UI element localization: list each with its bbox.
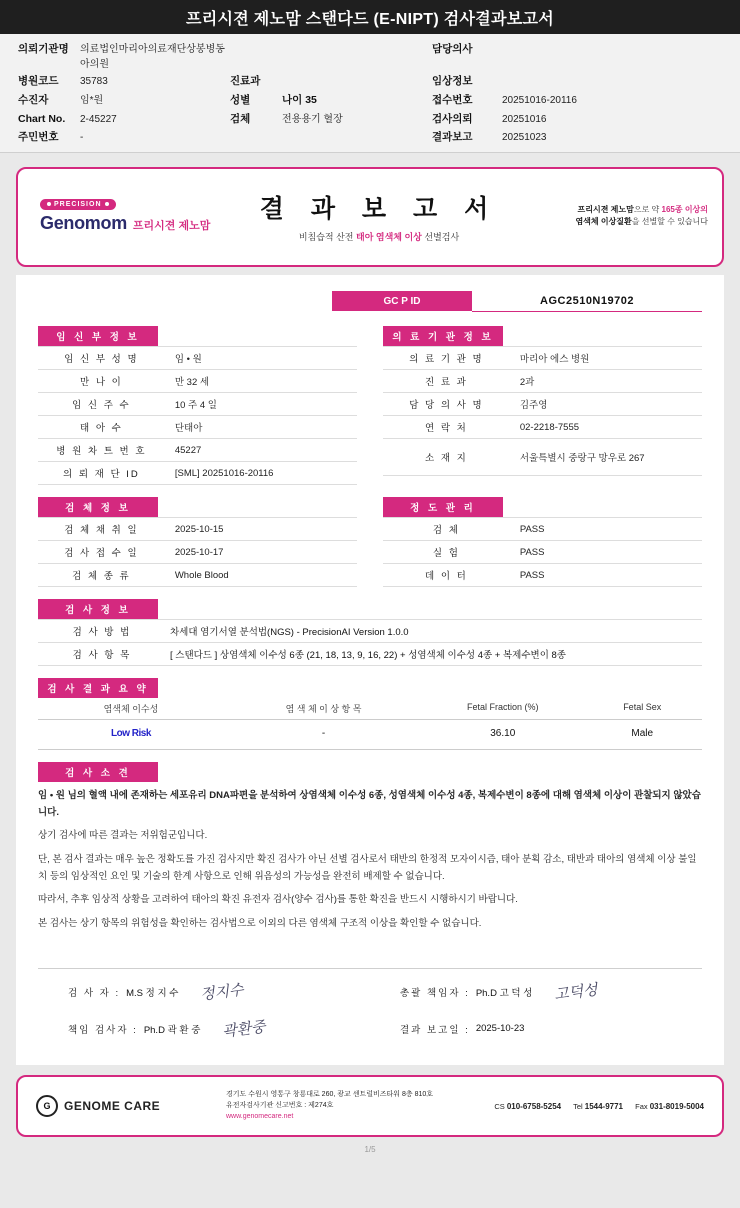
footer-url[interactable]: www.genomecare.net xyxy=(226,1112,294,1120)
row-value: 김주영 xyxy=(510,393,702,416)
table-row xyxy=(38,439,357,462)
examiner-label: 검 사 자 : xyxy=(68,987,121,999)
hdr-label-patient: 수진자 xyxy=(18,94,49,106)
opinion-section xyxy=(38,762,702,932)
row-value: 45227 xyxy=(165,439,357,462)
test-info-table xyxy=(38,619,702,666)
row-key: 임 신 주 수 xyxy=(38,393,165,416)
gcp-id-row xyxy=(38,291,702,312)
row-key: 검 체 xyxy=(383,518,510,541)
blurb-disease: 염색체 이상질환 xyxy=(575,217,632,226)
table-row xyxy=(383,518,702,541)
patient-header-grid xyxy=(18,40,722,144)
examiner-signature: 정지수 xyxy=(199,980,245,1004)
result-fetal-sex-value: Male xyxy=(631,728,654,739)
row-key: 연 락 처 xyxy=(383,416,510,439)
hdr-label-department: 진료과 xyxy=(230,75,261,87)
row-value: 2025-10-17 xyxy=(165,541,357,564)
hdr-label-doctor: 담당의사 xyxy=(432,43,473,55)
row-value: 차세대 염기서열 분석법(NGS) - PrecisionAI Version 1.0.0 xyxy=(166,620,702,643)
report-body-sheet xyxy=(16,275,724,1065)
hdr-label-receipt-no: 접수번호 xyxy=(432,94,473,106)
table-row xyxy=(38,541,357,564)
hdr-label-clinical-info: 임상정보 xyxy=(432,75,473,87)
examiner-value: M.S 정 지 수 xyxy=(126,987,179,999)
table-row xyxy=(38,416,357,439)
table-row xyxy=(38,564,357,587)
row-value: 마리아 에스 병원 xyxy=(510,347,702,370)
report-title-block xyxy=(240,189,518,243)
hdr-label-hospital-code: 병원코드 xyxy=(18,75,59,87)
gcp-id-label: GC P ID xyxy=(332,291,472,311)
report-subtitle xyxy=(240,230,518,243)
table-row xyxy=(38,620,702,643)
blurb-text-1: 으로 약 xyxy=(633,205,662,214)
row-key: 만 나 이 xyxy=(38,370,165,393)
hdr-value-institution: 의료법인마리아의료재단상봉병동아의원 xyxy=(80,44,225,70)
chief-signature: 곽환중 xyxy=(221,1017,267,1041)
row-value: 단태아 xyxy=(165,416,357,439)
qc-info-section xyxy=(383,497,702,587)
footer-card xyxy=(16,1075,724,1137)
footer-fax-value: 031-8019-5004 xyxy=(649,1101,704,1111)
page-number: 1/5 xyxy=(364,1145,376,1155)
table-row xyxy=(383,347,702,370)
hdr-value-receipt-no: 20251016-20116 xyxy=(502,95,577,106)
row-key: 검 사 접 수 일 xyxy=(38,541,165,564)
report-subtitle-pre: 비침습적 산전 xyxy=(298,232,356,242)
opinion-paragraph-4: 따라서, 추후 임상적 상황을 고려하여 태아의 확진 유전자 검사(양수 검사)를 통한 확진을 반드시 시행하시기 바랍니다. xyxy=(38,894,518,906)
row-key: 실 험 xyxy=(383,541,510,564)
hdr-label-chart-no: Chart No. xyxy=(18,113,66,125)
result-col-fetal-fraction: Fetal Fraction (%) xyxy=(467,702,539,712)
examiner-cell xyxy=(38,981,370,1002)
result-summary-section xyxy=(38,678,702,750)
result-summary-row xyxy=(38,720,702,750)
row-key: 검 체 종 류 xyxy=(38,564,165,587)
dot-icon-left xyxy=(47,202,51,206)
hdr-value-ssn: - xyxy=(80,132,84,143)
table-row xyxy=(38,462,357,485)
opinion-body xyxy=(38,788,702,932)
table-row xyxy=(38,370,357,393)
blurb-count: 165종 이상의 xyxy=(661,205,708,214)
table-row xyxy=(38,518,357,541)
specimen-info-section xyxy=(38,497,357,587)
opinion-paragraph-2: 상기 검사에 따른 결과는 저위험군입니다. xyxy=(38,830,208,842)
medical-info-section xyxy=(383,326,702,485)
signature-row-2 xyxy=(38,1018,702,1039)
genomom-logo-kr: 프리시젼 제노맘 xyxy=(132,219,211,232)
row-value: 02-2218-7555 xyxy=(510,416,702,439)
blurb-brand: 프리시젼 제노맘 xyxy=(577,205,634,214)
test-info-section xyxy=(38,599,702,666)
report-title: 결 과 보 고 서 xyxy=(259,195,499,223)
genomom-logo xyxy=(32,199,240,234)
opinion-paragraph-5: 본 검사는 상기 항목의 위험성을 확인하는 검사법으로 이외의 다른 염색체 구조적 이상을 확인할 수 없습니다. xyxy=(38,917,482,929)
row-value: 2과 xyxy=(510,370,702,393)
row-key: 임 신 부 성 명 xyxy=(38,347,165,370)
hdr-value-request-date: 20251016 xyxy=(502,114,547,125)
chief-cell xyxy=(38,1018,370,1039)
patient-header-block xyxy=(0,34,740,153)
row-value: PASS xyxy=(510,541,702,564)
report-subtitle-em: 태아 염색체 이상 xyxy=(356,232,422,242)
pregnant-info-table xyxy=(38,346,357,485)
row-value: Whole Blood xyxy=(165,564,357,587)
director-label: 총괄 책임자 : xyxy=(400,987,470,999)
table-row xyxy=(38,643,702,666)
table-row xyxy=(383,541,702,564)
footer-address-line2: 유전자검사기관 신고번호 : 제274호 xyxy=(226,1101,334,1109)
footer-address xyxy=(226,1090,454,1123)
table-row xyxy=(383,393,702,416)
footer-cs-value: 010-6758-5254 xyxy=(506,1101,562,1111)
row-key: 데 이 터 xyxy=(383,564,510,587)
row-value: 10 주 4 일 xyxy=(165,393,357,416)
row-value: 임 • 원 xyxy=(165,347,357,370)
table-row xyxy=(383,439,702,476)
row-value: 서울특별시 중랑구 망우로 267 xyxy=(510,439,702,476)
hdr-value-age: 나이 35 xyxy=(282,94,317,106)
signature-row-1 xyxy=(38,981,702,1002)
qc-info-table xyxy=(383,517,702,587)
medical-info-table xyxy=(383,346,702,476)
chief-label: 책임 검사자 : xyxy=(68,1024,138,1036)
row-key: 검 체 채 취 일 xyxy=(38,518,165,541)
genome-care-logo xyxy=(36,1095,226,1117)
result-risk-value: Low Risk xyxy=(111,728,151,739)
genomom-logo-en: Genomom xyxy=(40,212,127,233)
hdr-value-hospital-code: 35783 xyxy=(80,76,108,87)
result-col-fetal-sex: Fetal Sex xyxy=(623,702,662,712)
hdr-label-report-date: 결과보고 xyxy=(432,131,473,143)
row-key: 검 사 방 법 xyxy=(38,620,166,643)
footer-tel-label: Tel xyxy=(573,1101,583,1111)
report-date-label: 결과 보고일 : xyxy=(400,1024,470,1036)
specimen-info-title: 검 체 정 보 xyxy=(38,497,158,517)
pregnant-info-title: 임 신 부 정 보 xyxy=(38,326,158,346)
chief-value: Ph.D 곽 환 중 xyxy=(143,1024,201,1036)
precision-badge xyxy=(40,199,116,210)
hdr-label-sex: 성별 xyxy=(230,94,251,106)
qc-info-title: 정 도 관 리 xyxy=(383,497,503,517)
medical-info-title: 의 료 기 관 정 보 xyxy=(383,326,503,346)
report-date-value: 2025-10-23 xyxy=(475,1023,525,1035)
report-subtitle-post: 선별검사 xyxy=(421,232,460,242)
row-value: PASS xyxy=(510,518,702,541)
genome-care-mark-icon: G xyxy=(36,1095,58,1117)
director-cell xyxy=(370,981,702,1002)
table-row xyxy=(383,370,702,393)
result-abnormal-value: - xyxy=(321,728,326,739)
row-key: 의 뢰 재 단 ID xyxy=(38,462,165,485)
row-key: 진 료 과 xyxy=(383,370,510,393)
table-row xyxy=(383,416,702,439)
footer-cs-label: CS xyxy=(494,1101,505,1111)
page-title: 프리시젼 제노맘 스탠다드 (E-NIPT) 검사결과보고서 xyxy=(185,10,555,28)
specimen-info-table xyxy=(38,517,357,587)
hdr-value-specimen: 전용용기 혈장 xyxy=(282,114,343,125)
director-value: Ph.D 고 덕 성 xyxy=(475,987,533,999)
result-fetal-fraction-value: 36.10 xyxy=(490,728,516,739)
hdr-value-chart-no: 2-45227 xyxy=(80,114,117,125)
table-row xyxy=(383,564,702,587)
document-title-bar xyxy=(0,0,740,34)
row-key: 담 당 의 사 명 xyxy=(383,393,510,416)
specimen-qc-columns xyxy=(38,497,702,587)
row-key: 태 아 수 xyxy=(38,416,165,439)
gcp-id-value: AGC2510N19702 xyxy=(472,291,702,312)
footer-contact xyxy=(454,1102,704,1111)
pregnant-info-section xyxy=(38,326,357,485)
table-row xyxy=(38,347,357,370)
hdr-label-ssn: 주민번호 xyxy=(18,131,59,143)
row-value: 만 32 세 xyxy=(165,370,357,393)
row-key: 검 사 항 목 xyxy=(38,643,166,666)
row-key: 소 재 지 xyxy=(383,439,510,476)
row-value: [SML] 20251016-20116 xyxy=(165,462,357,485)
info-columns xyxy=(38,326,702,485)
director-signature: 고덕성 xyxy=(553,980,599,1004)
signature-block xyxy=(38,958,702,1039)
genome-care-brand: GENOME CARE xyxy=(64,1099,161,1114)
row-value: PASS xyxy=(510,564,702,587)
report-date-cell xyxy=(370,1022,702,1036)
test-info-title: 검 사 정 보 xyxy=(38,599,158,619)
result-summary-header xyxy=(38,698,702,720)
precision-badge-label: PRECISION xyxy=(54,200,102,208)
hdr-label-request-date: 검사의뢰 xyxy=(432,113,473,125)
row-key: 병 원 차 트 번 호 xyxy=(38,439,165,462)
row-key: 의 료 기 관 명 xyxy=(383,347,510,370)
footer-fax-label: Fax xyxy=(635,1101,648,1111)
hdr-label-specimen: 검체 xyxy=(230,113,251,125)
footer-tel-value: 1544-9771 xyxy=(584,1101,624,1111)
opinion-title: 검 사 소 견 xyxy=(38,762,158,782)
opinion-paragraph-1: 임 • 원 님의 혈액 내에 존재하는 세포유리 DNA파편을 분석하여 상염색체 이수성 6종, 성염색체 이수성 4종, 복제수변이 8종에 대해 염색체 이상이 관찰되지 않았습니다. xyxy=(38,790,701,818)
report-blurb xyxy=(518,204,708,228)
result-summary-title: 검 사 결 과 요 약 xyxy=(38,678,158,698)
hdr-label-institution: 의뢰기관명 xyxy=(18,43,69,55)
hdr-value-patient: 임*원 xyxy=(80,95,104,106)
result-col-abnormal-items: 염 색 체 이 상 항 목 xyxy=(285,704,362,714)
row-value: [ 스탠다드 ] 상염색체 이수성 6종 (21, 18, 13, 9, 16, 22) + 성염색체 이수성 4종 + 복제수변이 8종 xyxy=(166,643,702,666)
footer-address-line1: 경기도 수원시 영통구 창룡대로 260, 광교 센트럴비즈타워 8층 810호 xyxy=(226,1091,434,1099)
report-header-card xyxy=(16,167,724,267)
table-row xyxy=(38,393,357,416)
blurb-text-2: 을 선별할 수 있습니다 xyxy=(631,217,708,226)
opinion-paragraph-3: 단, 본 검사 결과는 매우 높은 정확도를 가진 검사지만 확진 검사가 아닌 선별 검사로서 태반의 한정적 모자이시즘, 태아 분획 감소, 태반과 태아의 염색체 이상 불일치 등의 임상적인 요인 및 기술의 한계 사항으로 인해 위음성의 가능성을 완전히 배제할 수 없습니다. xyxy=(38,853,697,882)
dot-icon-right xyxy=(105,202,109,206)
hdr-value-report-date: 20251023 xyxy=(502,132,547,143)
signature-divider xyxy=(38,968,702,969)
row-value: 2025-10-15 xyxy=(165,518,357,541)
result-col-aneuploidy: 염색체 이수성 xyxy=(103,704,159,714)
